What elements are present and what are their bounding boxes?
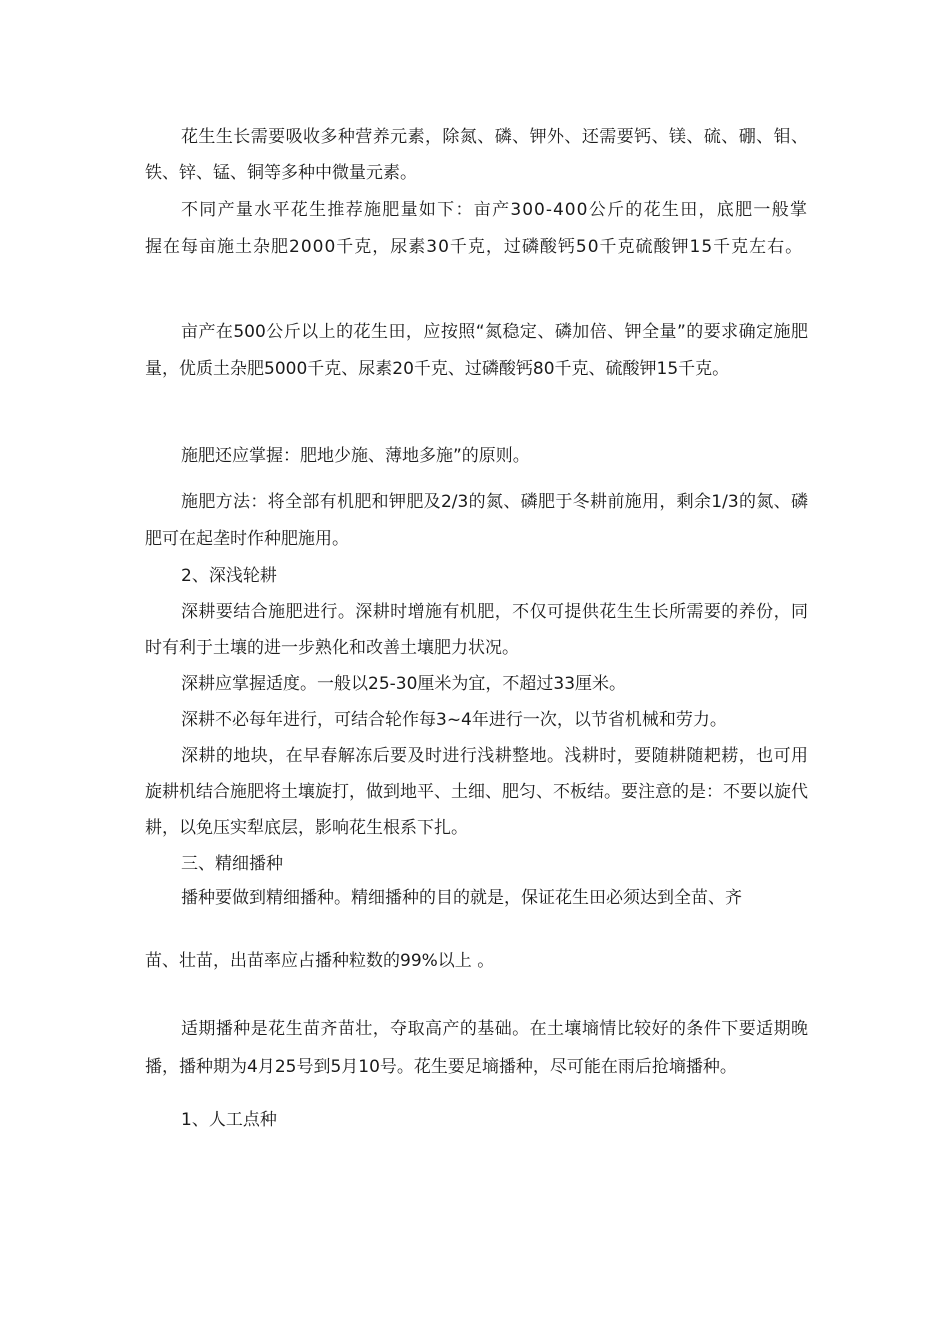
paragraph-fertilizer-method: 施肥方法：将全部有机肥和钾肥及2/3的氮、磷肥于冬耕前施用，剩余1/3的氮、磷肥可在起垄时作种肥施用。 bbox=[145, 492, 808, 549]
paragraph-high-yield-fertilizer: 亩产在500公斤以上的花生田，应按照“氮稳定、磷加倍、钾全量”的要求确定施肥量，优质土杂肥5000千克、尿素20千克、过磷酸钙80千克、硫酸钾15千克。 bbox=[145, 322, 808, 379]
paragraph-fertilizer-amount: 不同产量水平花生推荐施肥量如下：亩产300-400公斤的花生田，底肥一般掌握在每亩施土杂肥2000千克，尿素30千克，过磷酸钙50千克硫酸钾15千克左右。 bbox=[145, 200, 808, 257]
paragraph-nutrients: 花生生长需要吸收多种营养元素，除氮、磷、钾外、还需要钙、镁、硫、硼、钼、铁、锌、锰、铜等多种中微量元素。 bbox=[145, 127, 808, 183]
paragraph-sowing-timing: 适期播种是花生苗齐苗壮，夺取高产的基础。在土壤墒情比较好的条件下要适期晚播，播种期为4月25号到5月10号。花生要足墒播种，尽可能在雨后抢墒播种。 bbox=[145, 1019, 808, 1077]
section-heading-fine-sowing: 三、精细播种 bbox=[181, 854, 283, 874]
paragraph-shallow-tillage: 深耕的地块，在早春解冻后要及时进行浅耕整地。浅耕时，要随耕随耙耢，也可用旋耕机结合施肥将土壤旋打，做到地平、土细、肥匀、不板结。要注意的是：不要以旋代耕，以免压实犁底层，影响花生根系下扎。 bbox=[145, 746, 808, 838]
section-heading-manual-seeding: 1、人工点种 bbox=[181, 1110, 277, 1130]
paragraph-sowing-line1: 播种要做到精细播种。精细播种的目的就是，保证花生田必须达到全苗、齐 bbox=[181, 888, 742, 908]
paragraph-fertilizer-principle: 施肥还应掌握：肥地少施、薄地多施”的原则。 bbox=[181, 446, 530, 466]
paragraph-sowing-line2: 苗、壮苗，出苗率应占播种粒数的99%以上 。 bbox=[145, 951, 495, 971]
paragraph-tillage-frequency: 深耕不必每年进行，可结合轮作每3~4年进行一次，以节省机械和劳力。 bbox=[181, 710, 727, 730]
paragraph-tillage-depth: 深耕应掌握适度。一般以25-30厘米为宜，不超过33厘米。 bbox=[181, 674, 627, 694]
section-heading-deep-shallow-tillage: 2、深浅轮耕 bbox=[181, 566, 277, 586]
paragraph-deep-tillage: 深耕要结合施肥进行。深耕时增施有机肥，不仅可提供花生生长所需要的养份，同时有利于土壤的进一步熟化和改善土壤肥力状况。 bbox=[145, 602, 808, 658]
